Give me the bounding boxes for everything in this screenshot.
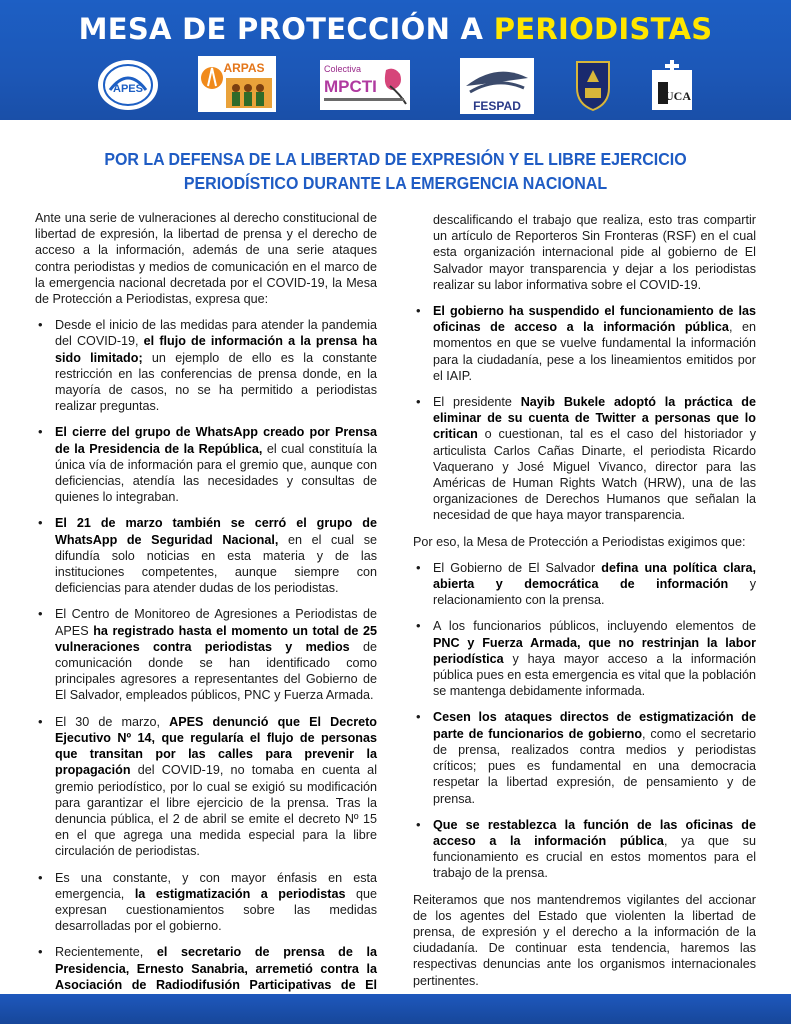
mpcti-logo xyxy=(320,60,410,110)
mpcti-logo-text: MPCTI xyxy=(324,77,377,96)
list-item: • Recientemente, el secretario de prensa de la Presidencia, Ernesto Sanabria, arremetió contra la Asociación de Radiodifusión Participativas de El xyxy=(35,944,377,1009)
apes-logo-text: APES xyxy=(113,83,143,95)
fespad-logo xyxy=(460,58,534,114)
mpcti-logo-caption: Colectiva xyxy=(324,64,362,74)
heading-line-1: POR LA DEFENSA DE LA LIBERTAD DE EXPRESIÓN Y EL LIBRE EJERCICIO xyxy=(104,149,687,169)
arpas-logo xyxy=(198,56,276,112)
continuation-paragraph: descalificando el trabajo que realiza, esto tras compartir un artículo de Reporteros Sin Fronteras (RSF) en el cual esta organización internacional pide al gobierno de El Salvador mayor transparencia y dejar a los periodistas realizar su labor informativa sobre el COVID-19. xyxy=(433,213,756,292)
list-item: • Es una constante, y con mayor énfasis en esta emergencia, la estigmatización a periodistas que expresan cuestionamientos sobre las medidas desarrolladas por el gobierno. xyxy=(35,870,377,935)
list-item: • El Gobierno de El Salvador defina una política clara, abierta y democrática de información y relacionamiento con la prensa. xyxy=(413,560,756,609)
list-item: • El 30 de marzo, APES denunció que El Decreto Ejecutivo Nº 14, que regularía el flujo de personas que transitan por las calles para prevenir la propagación del COVID-19, no tomaba en cuenta al gremio periodístico, por lo cual se exigió su modificación para garantizar el libre ejercicio de la prensa. Tras la denuncia pública, el 2 de abril se emite el decreto Nº 15 en el que agrega una medida especial para la libre circulación de periodistas. xyxy=(35,714,377,860)
list-item: • Cesen los ataques directos de estigmatización de parte de funcionarios de gobierno, como el secretario de prensa, realizados contra medios y periodistas críticos; pues es fundamental en una democracia respetar la libertad expresión, de pensamiento y de prensa. xyxy=(413,709,756,806)
list-item: • A los funcionarios públicos, incluyendo elementos de PNC y Fuerza Armada, que no restrinjan la labor periodística y haya mayor acceso a la información pública pues en esta emergencia es vital que la población se mantenga debidamente informada. xyxy=(413,618,756,699)
list-item: • El gobierno ha suspendido el funcionamiento de las oficinas de acceso a la información pública, en momentos en que se vuelve fundamental la información para la ciudadanía, pese a los lineamientos emitidos por el IAIP. xyxy=(413,303,756,384)
list-item: • El cierre del grupo de WhatsApp creado por Prensa de la Presidencia de la República, el cual constituía la única vía de información para el gremio que, aunque con deficiencias, atendía las necesidades y consultas de quienes lo integraban. xyxy=(35,424,377,505)
apes-logo xyxy=(96,58,160,112)
banner-title-prefix: MESA DE PROTECCIÓN A xyxy=(78,12,494,46)
arpas-logo-text: ARPAS xyxy=(223,61,265,75)
list-item: • Que se restablezca la función de las oficinas de acceso a la información pública, ya que su funcionamiento es crucial en estos momentos para el trabajo de la prensa. xyxy=(413,817,756,882)
list-item: • El 21 de marzo también se cerró el grupo de WhatsApp de Seguridad Nacional, en el cual se difundía solo noticias en esta materia y de las instituciones competentes, aunque siempre con deficiencias para atender dudas de los periodistas. xyxy=(35,515,377,596)
heading-line-2: PERIODÍSTICO DURANTE LA EMERGENCIA NACIONAL xyxy=(183,173,608,193)
banner-divider xyxy=(0,120,791,126)
footer-bar xyxy=(0,994,791,1024)
intro-paragraph: Ante una serie de vulneraciones al derecho constitucional de libertad de expresión, la libertad de prensa y el derecho de acceso a la información, además de una serie ataques contra periodistas y medios de comunicación en el marco de la emergencia nacional decretada por el COVID-19, la Mesa de Protección a Periodistas, expresa que: xyxy=(35,211,377,307)
demands-list xyxy=(413,560,756,882)
university-shield-logo xyxy=(573,58,613,112)
demands-intro: Por eso, la Mesa de Protección a Periodistas exigimos que: xyxy=(413,534,746,549)
partner-logos xyxy=(0,54,791,114)
header-banner xyxy=(0,0,791,120)
closing-paragraph: Reiteramos que nos mantendremos vigilantes del accionar de los agentes del Estado que violenten la libertad de prensa, de expresión y el derecho a la información de la ciudadanía. De continuar esta tendencia, haremos las respectivas denuncias ante los organismos internacionales pertinentes. xyxy=(413,892,756,988)
uca-logo xyxy=(652,60,692,110)
document-heading xyxy=(65,147,726,195)
left-column xyxy=(35,210,377,1019)
banner-title xyxy=(0,12,791,46)
uca-logo-text: UCA xyxy=(665,89,691,103)
fespad-logo-text: FESPAD xyxy=(473,99,521,113)
right-column xyxy=(413,212,756,1019)
list-item: • El presidente Nayib Bukele adoptó la práctica de eliminar de su cuenta de Twitter a personas que lo critican o cuestionan, tal es el caso del historiador y articulista Carlos Cañas Dinarte, el periodista Ricardo Vaquerano y José Miguel Vivanco, director para las Américas de Human Rights Watch (HRW), una de las organizaciones de Derechos Humanos que señalan la necesidad de que haya mayor transparencia. xyxy=(413,394,756,524)
list-item: • El Centro de Monitoreo de Agresiones a Periodistas de APES ha registrado hasta el momento un total de 25 vulneraciones contra periodistas y medios de comunicación donde se han identificado como principales agresores a representantes del Gobierno de El Salvador, empleados públicos, PNC y Fuerza Armada. xyxy=(35,606,377,703)
list-item: • Desde el inicio de las medidas para atender la pandemia del COVID-19, el flujo de información a la prensa ha sido limitado; un ejemplo de ello es la constante restricción en las conferencias de prensa donde, en la mayoría de casos, no se ha permitido a periodistas realizar preguntas. xyxy=(35,317,377,414)
grievance-list xyxy=(35,317,377,1009)
grievance-list-continued xyxy=(413,303,756,524)
banner-title-highlight: PERIODISTAS xyxy=(493,12,713,46)
